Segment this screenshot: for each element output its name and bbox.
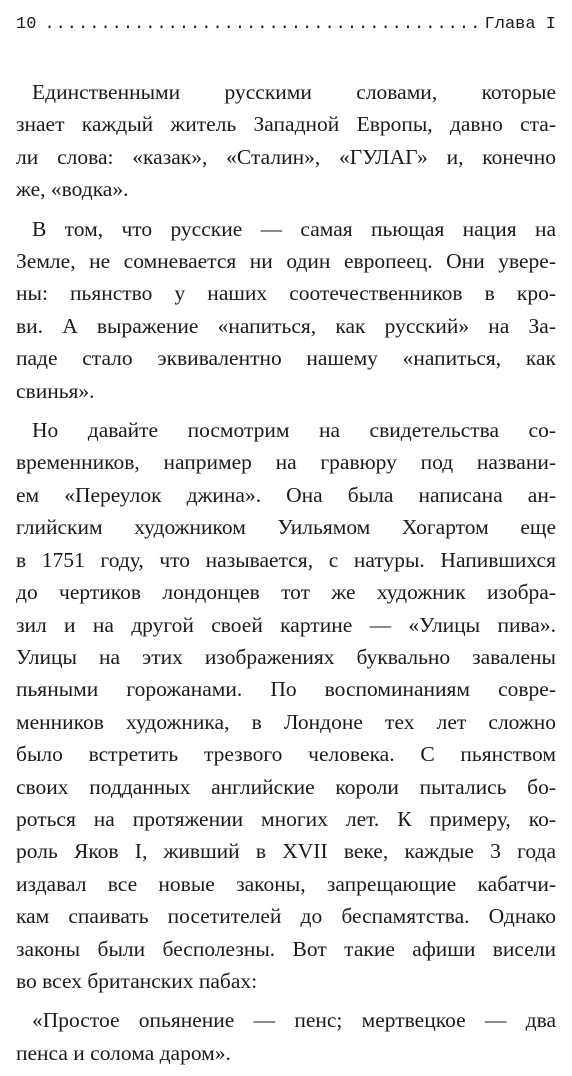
text-line: своих подданных английские короли пытались бо- <box>16 774 556 799</box>
text-line: «Простое опьянение — пенс; мертвецкое — два <box>32 1008 556 1033</box>
text-line: Единственными русскими словами, которые <box>32 80 556 104</box>
header-dot-leader <box>44 14 476 36</box>
chapter-title: Глава I <box>484 15 556 34</box>
text-line: роль Яков I, живший в XVII веке, каждые 3 года <box>16 839 556 864</box>
text-line: ли слова: «казак», «Сталин», «ГУЛАГ» и, конечно <box>16 144 556 169</box>
text-line: зил и на другой своей картине — «Улицы пива». <box>16 612 556 637</box>
running-header <box>16 14 556 36</box>
text-line: кам спаивать посетителей до беспамятства. Однако <box>16 904 556 929</box>
body-text <box>16 76 556 1069</box>
text-line: В том, что русские — самая пьющая нация на <box>32 216 556 241</box>
text-line: ны: пьянство у наших соотечественников в кро- <box>16 281 556 306</box>
text-line: в 1751 году, что называется, с натуры. Напившихся <box>16 547 556 572</box>
text-line: пенса и солома даром». <box>16 1040 231 1065</box>
paragraph <box>16 1004 556 1069</box>
text-line: паде стало эквивалентно нашему «напиться, как <box>16 346 556 371</box>
paragraph <box>16 213 556 407</box>
paragraph <box>16 414 556 997</box>
text-line: до чертиков лондонцев тот же художник изобра- <box>16 580 556 605</box>
text-line: свинья». <box>16 378 95 403</box>
text-line: менников художника, в Лондоне тех лет сложно <box>16 709 556 734</box>
text-line: знает каждый житель Западной Европы, давно ста- <box>16 112 556 137</box>
text-line: во всех британских пабах: <box>16 968 258 993</box>
text-line: законы были бесполезны. Вот такие афиши висели <box>16 936 556 961</box>
page-number: 10 <box>16 15 37 34</box>
text-line: было встретить трезвого человека. С пьянством <box>16 742 556 767</box>
text-line: ем «Переулок джина». Она была написана ан- <box>16 482 556 507</box>
text-line: пьяными горожанами. По воспоминаниям совре- <box>16 677 556 702</box>
text-line: Но давайте посмотрим на свидетельства со- <box>32 418 556 443</box>
text-line: временников, например на гравюру под названи- <box>16 450 556 475</box>
text-line: роться на протяжении многих лет. К примеру, ко- <box>16 806 556 831</box>
text-line: издавал все новые законы, запрещающие кабатчи- <box>16 871 556 896</box>
paragraph <box>16 76 556 206</box>
text-line: ви. А выражение «напиться, как русский» на За- <box>16 313 556 338</box>
text-line: глийским художником Уильямом Хогартом еще <box>16 515 556 540</box>
text-line: Земле, не сомневается ни один европеец. Они увере- <box>16 249 556 274</box>
text-line: же, «водка». <box>16 177 129 202</box>
text-line: Улицы на этих изображениях буквально завалены <box>16 644 556 669</box>
book-page <box>16 14 556 1076</box>
